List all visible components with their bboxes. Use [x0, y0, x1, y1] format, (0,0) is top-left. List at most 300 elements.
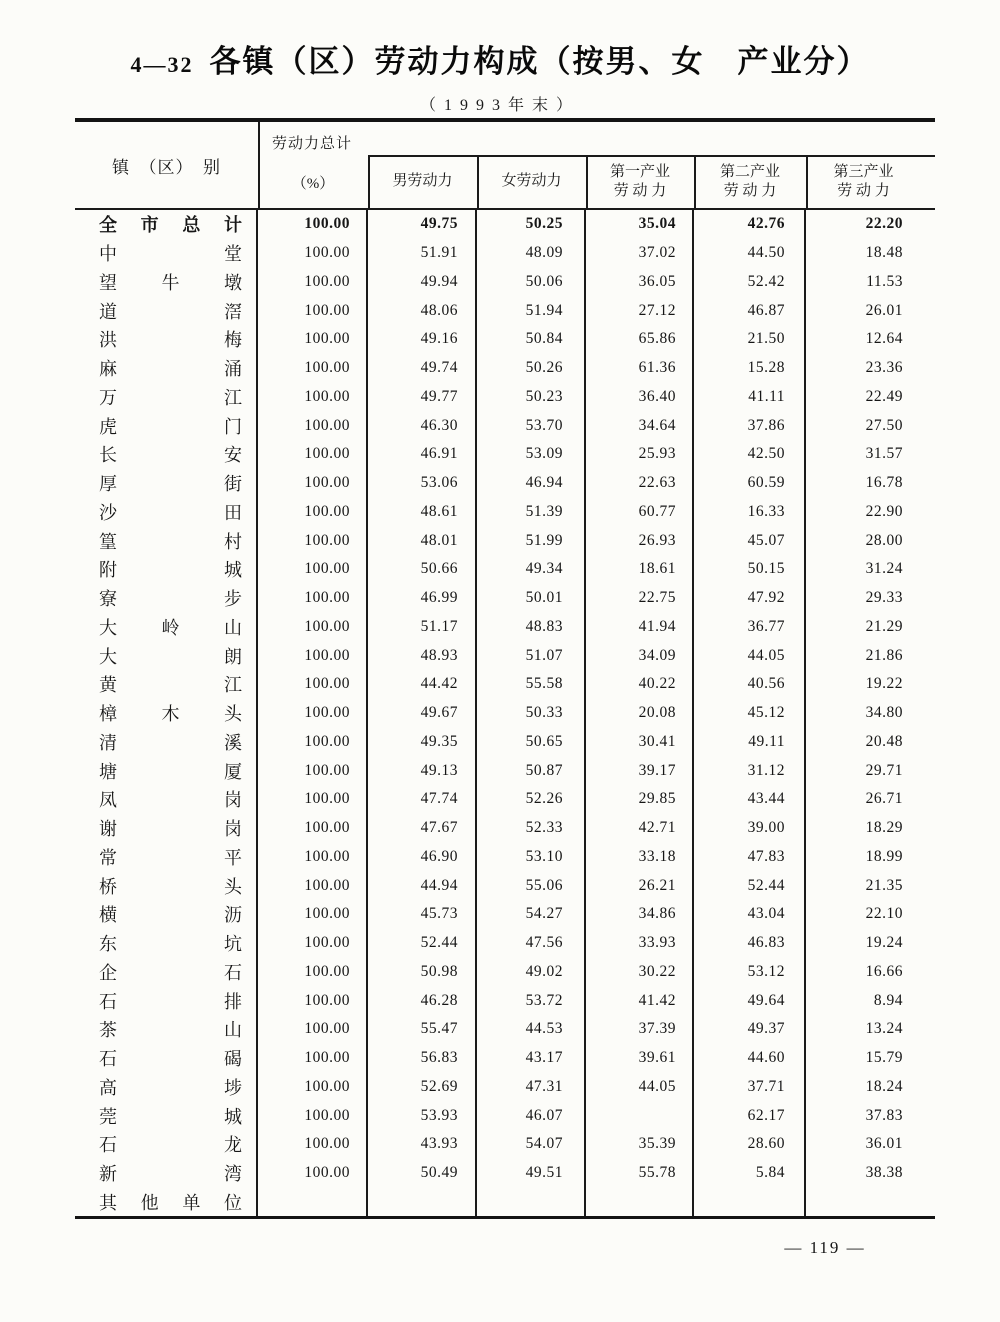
male-labor-value: 48.61: [368, 498, 477, 527]
female-labor-value: 50.33: [477, 699, 586, 728]
total-percent-value: 100.00: [258, 958, 368, 987]
tertiary-industry-value: 19.24: [865, 934, 903, 952]
col-header-primary-line2: 劳 动 力: [613, 182, 667, 199]
primary-industry-value: 27.12: [586, 296, 694, 325]
primary-industry-value: 35.39: [586, 1130, 694, 1159]
primary-industry-value: 35.04: [586, 210, 694, 239]
table-row: [75, 555, 935, 584]
primary-industry-value: [586, 1101, 694, 1130]
total-percent-value: 100.00: [258, 814, 368, 843]
col-header-secondary-line1: 第二产业: [719, 163, 780, 180]
primary-industry-value: 39.17: [586, 756, 694, 785]
table-row: [75, 1044, 935, 1073]
male-labor-value: 50.49: [368, 1159, 477, 1188]
total-percent-value: 100.00: [258, 1015, 368, 1044]
tertiary-industry-value: 38.38: [865, 1164, 903, 1182]
col-header-secondary-industry: [694, 155, 806, 208]
tertiary-industry-value: 28.00: [865, 531, 903, 549]
secondary-industry-value: 40.56: [694, 670, 806, 699]
town-name: 麻 涌: [75, 354, 258, 383]
female-labor-value: 47.56: [477, 929, 586, 958]
female-labor-value: 51.94: [477, 296, 586, 325]
table-row: [75, 1073, 935, 1102]
town-name: 塘 厦: [75, 756, 258, 785]
town-name: 洪 梅: [75, 325, 258, 354]
primary-industry-value: 34.64: [586, 411, 694, 440]
female-labor-value: 43.17: [477, 1044, 586, 1073]
col-header-tertiary-industry: [806, 155, 935, 208]
town-name: 石 龙: [75, 1130, 258, 1159]
total-percent-value: 100.00: [258, 1159, 368, 1188]
secondary-industry-value: 15.28: [694, 354, 806, 383]
female-labor-value: 51.07: [477, 641, 586, 670]
tertiary-industry-value: 21.86: [865, 646, 903, 664]
male-labor-value: 52.69: [368, 1073, 477, 1102]
total-percent-value: 100.00: [258, 843, 368, 872]
town-name: 企 石: [75, 958, 258, 987]
total-percent-value: 100.00: [258, 1044, 368, 1073]
town-name: 凤 岗: [75, 785, 258, 814]
total-percent-value: 100.00: [258, 210, 368, 239]
table-row: [75, 584, 935, 613]
town-name: 新 湾: [75, 1159, 258, 1188]
primary-industry-value: 30.41: [586, 728, 694, 757]
town-name: 厚 街: [75, 469, 258, 498]
total-percent-value: 100.00: [258, 296, 368, 325]
total-percent-value: 100.00: [258, 986, 368, 1015]
col-header-female: [477, 155, 586, 208]
total-percent-value: 100.00: [258, 900, 368, 929]
male-labor-value: 49.74: [368, 354, 477, 383]
primary-industry-value: 33.18: [586, 843, 694, 872]
male-labor-value: 49.13: [368, 756, 477, 785]
secondary-industry-value: 47.83: [694, 843, 806, 872]
town-name: 其 他 单 位: [75, 1188, 258, 1217]
town-name: 樟 木 头: [75, 699, 258, 728]
col-header-tertiary-line2: 劳 动 力: [837, 182, 890, 199]
tertiary-industry-value: 8.94: [873, 991, 903, 1009]
total-percent-value: 100.00: [258, 1101, 368, 1130]
secondary-industry-value: 37.71: [694, 1073, 806, 1102]
town-name: 道 滘: [75, 296, 258, 325]
male-labor-value: 48.93: [368, 641, 477, 670]
female-labor-value: 44.53: [477, 1015, 586, 1044]
total-percent-value: 100.00: [258, 871, 368, 900]
male-labor-value: 53.93: [368, 1101, 477, 1130]
female-labor-value: 50.25: [477, 210, 586, 239]
female-labor-value: 50.23: [477, 383, 586, 412]
town-name: 沙 田: [75, 498, 258, 527]
male-labor-value: 49.16: [368, 325, 477, 354]
male-labor-value: 49.94: [368, 268, 477, 297]
primary-industry-value: 36.05: [586, 268, 694, 297]
table-row: [75, 268, 935, 297]
tertiary-industry-value: 31.24: [865, 560, 903, 578]
secondary-industry-value: 60.59: [694, 469, 806, 498]
total-percent-value: 100.00: [258, 325, 368, 354]
town-name: 谢 岗: [75, 814, 258, 843]
page-title: [0, 36, 1000, 81]
total-percent-value: 100.00: [258, 641, 368, 670]
table-row: [75, 785, 935, 814]
tertiary-industry-value: 18.99: [865, 847, 903, 865]
tertiary-industry-value: 29.71: [865, 761, 903, 779]
town-name: 常 平: [75, 843, 258, 872]
tertiary-industry-value: 21.35: [865, 876, 903, 894]
total-percent-value: 100.00: [258, 555, 368, 584]
tertiary-industry-value: 18.24: [865, 1077, 903, 1095]
primary-industry-value: 41.42: [586, 986, 694, 1015]
total-percent-value: [258, 1188, 368, 1217]
table-row: [75, 670, 935, 699]
female-labor-value: 54.27: [477, 900, 586, 929]
male-labor-value: 51.17: [368, 613, 477, 642]
female-labor-value: 50.84: [477, 325, 586, 354]
secondary-industry-value: 16.33: [694, 498, 806, 527]
total-percent-value: 100.00: [258, 526, 368, 555]
total-percent-value: 100.00: [258, 239, 368, 268]
secondary-industry-value: 37.86: [694, 411, 806, 440]
secondary-industry-value: 49.64: [694, 986, 806, 1015]
col-header-male: [368, 155, 477, 208]
total-percent-value: 100.00: [258, 756, 368, 785]
tertiary-industry-value: 31.57: [865, 445, 903, 463]
secondary-industry-value: 44.05: [694, 641, 806, 670]
town-name: 虎 门: [75, 411, 258, 440]
total-percent-value: 100.00: [258, 584, 368, 613]
secondary-industry-value: 42.76: [694, 210, 806, 239]
female-labor-value: 55.58: [477, 670, 586, 699]
town-name: 大 岭 山: [75, 613, 258, 642]
female-labor-value: 50.65: [477, 728, 586, 757]
primary-industry-value: 61.36: [586, 354, 694, 383]
total-percent-value: 100.00: [258, 411, 368, 440]
secondary-industry-value: 31.12: [694, 756, 806, 785]
total-percent-value: 100.00: [258, 785, 368, 814]
male-labor-value: 46.99: [368, 584, 477, 613]
female-labor-value: 48.09: [477, 239, 586, 268]
secondary-industry-value: 21.50: [694, 325, 806, 354]
total-percent-value: 100.00: [258, 440, 368, 469]
table-row: [75, 296, 935, 325]
female-labor-value: 46.07: [477, 1101, 586, 1130]
town-name: 莞 城: [75, 1101, 258, 1130]
total-percent-value: 100.00: [258, 670, 368, 699]
col-header-primary-industry: [586, 155, 694, 208]
female-labor-value: 49.51: [477, 1159, 586, 1188]
female-labor-value: 49.34: [477, 555, 586, 584]
table-row: [75, 526, 935, 555]
town-name: 黄 江: [75, 670, 258, 699]
tertiary-industry-value: 26.01: [865, 301, 903, 319]
male-labor-value: [368, 1188, 477, 1217]
total-percent-value: 100.00: [258, 699, 368, 728]
secondary-industry-value: 50.15: [694, 555, 806, 584]
primary-industry-value: 22.63: [586, 469, 694, 498]
primary-industry-value: 39.61: [586, 1044, 694, 1073]
header-divider: [258, 122, 260, 208]
tertiary-industry-value: 23.36: [865, 359, 903, 377]
total-percent-value: 100.00: [258, 1130, 368, 1159]
primary-industry-value: 26.21: [586, 871, 694, 900]
female-labor-value: 50.01: [477, 584, 586, 613]
tertiary-industry-value: 18.48: [865, 244, 903, 262]
col-header-tertiary-line1: 第三产业: [833, 163, 894, 180]
primary-industry-value: 65.86: [586, 325, 694, 354]
tertiary-industry-value: 22.49: [865, 387, 903, 405]
town-name: 清 溪: [75, 728, 258, 757]
total-percent-value: 100.00: [258, 383, 368, 412]
female-labor-value: 52.26: [477, 785, 586, 814]
primary-industry-value: 34.09: [586, 641, 694, 670]
tertiary-industry-value: 26.71: [865, 790, 903, 808]
male-labor-value: 51.91: [368, 239, 477, 268]
table-subtitle: （1993年末）: [419, 97, 580, 114]
table-row: [75, 239, 935, 268]
male-labor-value: 46.30: [368, 411, 477, 440]
table-header: [75, 122, 935, 210]
male-labor-value: 53.06: [368, 469, 477, 498]
town-name: 东 坑: [75, 929, 258, 958]
female-labor-value: 53.10: [477, 843, 586, 872]
female-labor-value: 50.06: [477, 268, 586, 297]
male-labor-value: 44.94: [368, 871, 477, 900]
primary-industry-value: 36.40: [586, 383, 694, 412]
female-labor-value: [477, 1188, 586, 1217]
col-header-male-label: 男劳动力: [392, 173, 453, 189]
secondary-industry-value: 49.11: [694, 728, 806, 757]
town-name: 万 江: [75, 383, 258, 412]
table-row: [75, 210, 935, 239]
primary-industry-value: 60.77: [586, 498, 694, 527]
table-row: [75, 325, 935, 354]
primary-industry-value: 55.78: [586, 1159, 694, 1188]
col-header-primary-line1: 第一产业: [609, 163, 670, 180]
female-labor-value: 48.83: [477, 613, 586, 642]
town-name: 篁 村: [75, 526, 258, 555]
tertiary-industry-value: [806, 1188, 935, 1217]
secondary-industry-value: 53.12: [694, 958, 806, 987]
male-labor-value: 46.91: [368, 440, 477, 469]
secondary-industry-value: 46.83: [694, 929, 806, 958]
male-labor-value: 49.67: [368, 699, 477, 728]
town-name: 附 城: [75, 555, 258, 584]
table-row: [75, 871, 935, 900]
tertiary-industry-value: 20.48: [865, 732, 903, 750]
tertiary-industry-value: 12.64: [865, 330, 903, 348]
tertiary-industry-value: 22.90: [865, 502, 903, 520]
male-labor-value: 43.93: [368, 1130, 477, 1159]
primary-industry-value: 37.39: [586, 1015, 694, 1044]
table-row: [75, 498, 935, 527]
male-labor-value: 46.90: [368, 843, 477, 872]
table-row: [75, 440, 935, 469]
primary-industry-value: 25.93: [586, 440, 694, 469]
secondary-industry-value: 47.92: [694, 584, 806, 613]
primary-industry-value: 37.02: [586, 239, 694, 268]
male-labor-value: 47.74: [368, 785, 477, 814]
female-labor-value: 51.39: [477, 498, 586, 527]
tertiary-industry-value: 37.83: [865, 1106, 903, 1124]
primary-industry-value: 20.08: [586, 699, 694, 728]
female-labor-value: 53.70: [477, 411, 586, 440]
total-percent-value: 100.00: [258, 728, 368, 757]
town-name: 高 埗: [75, 1073, 258, 1102]
secondary-industry-value: 44.50: [694, 239, 806, 268]
secondary-industry-value: 46.87: [694, 296, 806, 325]
tertiary-industry-value: 29.33: [865, 589, 903, 607]
female-labor-value: 50.87: [477, 756, 586, 785]
table-row: [75, 1130, 935, 1159]
male-labor-value: 49.77: [368, 383, 477, 412]
tertiary-industry-value: 16.66: [865, 962, 903, 980]
female-labor-value: 55.06: [477, 871, 586, 900]
male-labor-value: 48.06: [368, 296, 477, 325]
col-header-female-label: 女劳动力: [501, 173, 562, 189]
table-row: [75, 411, 935, 440]
male-labor-value: 50.66: [368, 555, 477, 584]
table-row: [75, 958, 935, 987]
table-row: [75, 1101, 935, 1130]
tertiary-industry-value: 13.24: [865, 1020, 903, 1038]
secondary-industry-value: 28.60: [694, 1130, 806, 1159]
table-body: [75, 210, 935, 1216]
primary-industry-value: 40.22: [586, 670, 694, 699]
table-row: [75, 728, 935, 757]
primary-industry-value: 44.05: [586, 1073, 694, 1102]
tertiary-industry-value: 22.20: [865, 215, 903, 233]
female-labor-value: 53.72: [477, 986, 586, 1015]
tertiary-industry-value: 21.29: [865, 617, 903, 635]
female-labor-value: 47.31: [477, 1073, 586, 1102]
male-labor-value: 50.98: [368, 958, 477, 987]
primary-industry-value: 26.93: [586, 526, 694, 555]
total-percent-value: 100.00: [258, 929, 368, 958]
col-header-total-unit: （%）: [291, 176, 335, 192]
tertiary-industry-value: 22.10: [865, 905, 903, 923]
secondary-industry-value: 36.77: [694, 613, 806, 642]
table-row: [75, 900, 935, 929]
female-labor-value: 54.07: [477, 1130, 586, 1159]
secondary-industry-value: 44.60: [694, 1044, 806, 1073]
table-row: [75, 986, 935, 1015]
male-labor-value: 47.67: [368, 814, 477, 843]
total-percent-value: 100.00: [258, 498, 368, 527]
table-row: [75, 843, 935, 872]
male-labor-value: 45.73: [368, 900, 477, 929]
town-name: 望 牛 墩: [75, 268, 258, 297]
labor-force-table: [75, 118, 935, 1219]
primary-industry-value: [586, 1188, 694, 1217]
male-labor-value: 49.75: [368, 210, 477, 239]
table-row: [75, 756, 935, 785]
town-name: 石 碣: [75, 1044, 258, 1073]
female-labor-value: 50.26: [477, 354, 586, 383]
tertiary-industry-value: 16.78: [865, 474, 903, 492]
table-row: [75, 354, 935, 383]
male-labor-value: 46.28: [368, 986, 477, 1015]
primary-industry-value: 30.22: [586, 958, 694, 987]
secondary-industry-value: 43.44: [694, 785, 806, 814]
total-percent-value: 100.00: [258, 268, 368, 297]
table-row: [75, 469, 935, 498]
table-row: [75, 1188, 935, 1217]
tertiary-industry-value: 19.22: [865, 675, 903, 693]
town-name: 大 朗: [75, 641, 258, 670]
town-name: 长 安: [75, 440, 258, 469]
primary-industry-value: 29.85: [586, 785, 694, 814]
male-labor-value: 56.83: [368, 1044, 477, 1073]
male-labor-value: 44.42: [368, 670, 477, 699]
female-labor-value: 49.02: [477, 958, 586, 987]
town-name: 中 堂: [75, 239, 258, 268]
table-title: 各镇（区）劳动力构成（按男、女 产业分）: [209, 44, 870, 79]
secondary-industry-value: 62.17: [694, 1101, 806, 1130]
secondary-industry-value: 49.37: [694, 1015, 806, 1044]
female-labor-value: 46.94: [477, 469, 586, 498]
primary-industry-value: 34.86: [586, 900, 694, 929]
table-row: [75, 814, 935, 843]
table-row: [75, 383, 935, 412]
primary-industry-value: 18.61: [586, 555, 694, 584]
table-number: 4—32: [130, 52, 194, 77]
table-row: [75, 641, 935, 670]
table-row: [75, 699, 935, 728]
secondary-industry-value: 41.11: [694, 383, 806, 412]
table-row: [75, 1159, 935, 1188]
male-labor-value: 48.01: [368, 526, 477, 555]
town-name: 茶 山: [75, 1015, 258, 1044]
secondary-industry-value: 43.04: [694, 900, 806, 929]
town-name: 横 沥: [75, 900, 258, 929]
col-header-region: 镇 （区） 别: [112, 157, 221, 177]
primary-industry-value: 22.75: [586, 584, 694, 613]
male-labor-value: 52.44: [368, 929, 477, 958]
col-header-secondary-line2: 劳 动 力: [723, 182, 777, 199]
secondary-industry-value: 45.12: [694, 699, 806, 728]
tertiary-industry-value: 15.79: [865, 1049, 903, 1067]
town-name: 寮 步: [75, 584, 258, 613]
table-row: [75, 613, 935, 642]
primary-industry-value: 42.71: [586, 814, 694, 843]
female-labor-value: 53.09: [477, 440, 586, 469]
tertiary-industry-value: 27.50: [865, 416, 903, 434]
tertiary-industry-value: 11.53: [866, 272, 903, 290]
table-row: [75, 929, 935, 958]
table-row: [75, 1015, 935, 1044]
secondary-industry-value: 42.50: [694, 440, 806, 469]
secondary-industry-value: 52.44: [694, 871, 806, 900]
secondary-industry-value: 39.00: [694, 814, 806, 843]
town-name: 石 排: [75, 986, 258, 1015]
female-labor-value: 52.33: [477, 814, 586, 843]
male-labor-value: 49.35: [368, 728, 477, 757]
town-name: 桥 头: [75, 871, 258, 900]
page-number: — 119 —: [784, 1238, 866, 1257]
total-percent-value: 100.00: [258, 354, 368, 383]
secondary-industry-value: [694, 1188, 806, 1217]
tertiary-industry-value: 18.29: [865, 819, 903, 837]
col-header-total-label: 劳动力总计: [272, 136, 353, 152]
total-percent-value: 100.00: [258, 1073, 368, 1102]
female-labor-value: 51.99: [477, 526, 586, 555]
total-percent-value: 100.00: [258, 613, 368, 642]
primary-industry-value: 33.93: [586, 929, 694, 958]
tertiary-industry-value: 36.01: [865, 1135, 903, 1153]
town-name: 全 市 总 计: [75, 210, 258, 239]
tertiary-industry-value: 34.80: [865, 704, 903, 722]
male-labor-value: 55.47: [368, 1015, 477, 1044]
